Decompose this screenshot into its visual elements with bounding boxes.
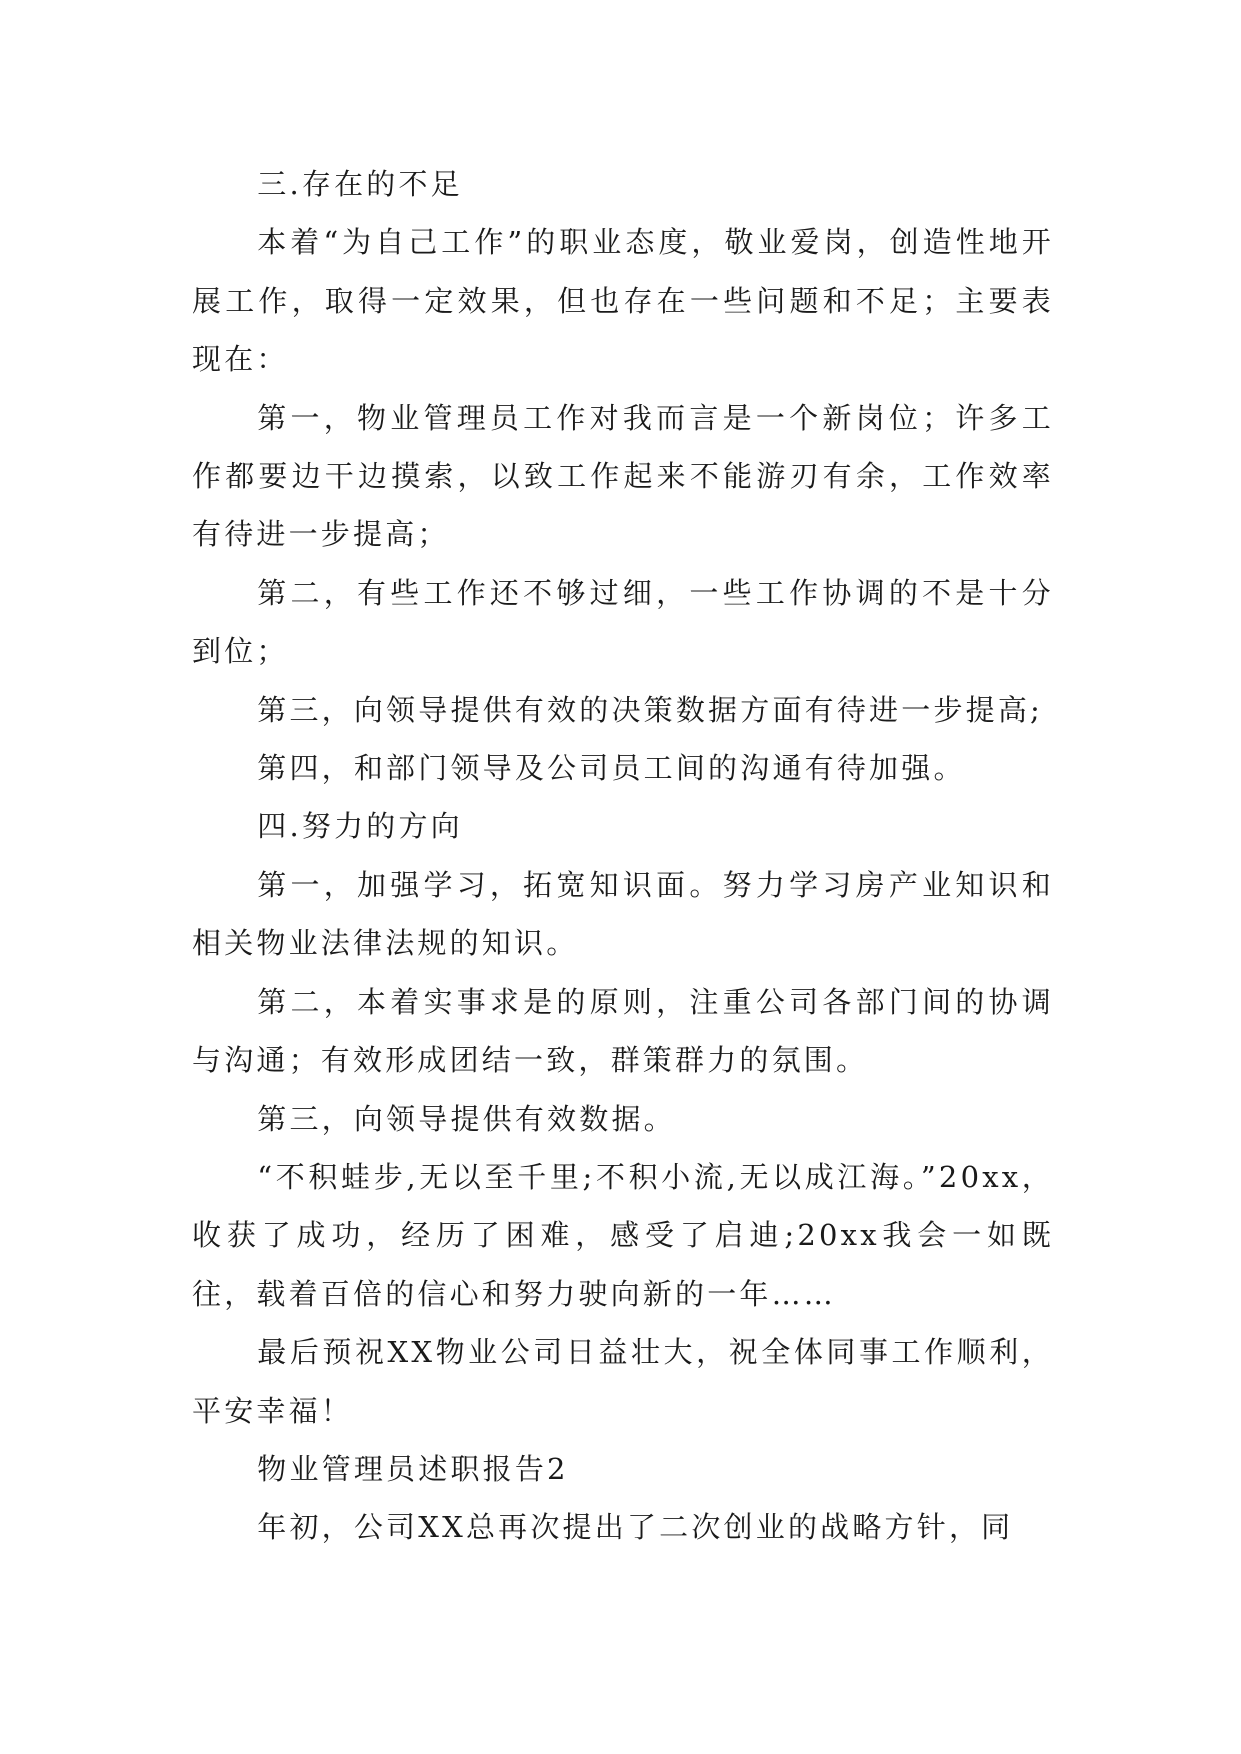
paragraph: 第一，物业管理员工作对我而言是一个新岗位；许多工作都要边干边摸索，以致工作起来不能游刃有余，工作效率有待进一步提高； [192, 400, 1054, 552]
paragraph: “不积蛙步,无以至千里;不积小流,无以成江海。”20xx，收获了成功，经历了困难，感受了启迪;20xx我会一如既往，载着百倍的信心和努力驶向新的一年…… [192, 1159, 1054, 1311]
paragraph: 第四，和部门领导及公司员工间的沟通有待加强。 [257, 751, 966, 786]
section-heading-shortcomings: 三.存在的不足 [257, 167, 463, 201]
paragraph: 第一，加强学习，拓宽知识面。努力学习房产业知识和相关物业法律法规的知识。 [192, 867, 1054, 961]
paragraph: 第三，向领导提供有效的决策数据方面有待进一步提高; [257, 692, 1044, 727]
paragraph: 第二，有些工作还不够过细，一些工作协调的不是十分到位； [192, 575, 1054, 669]
document-body [192, 155, 1054, 1557]
section-heading-direction: 四.努力的方向 [257, 809, 463, 844]
paragraph: 第二，本着实事求是的原则，注重公司各部门间的协调与沟通；有效形成团结一致，群策群力的氛围。 [192, 984, 1054, 1078]
paragraph: 第三，向领导提供有效数据。 [257, 1101, 676, 1136]
paragraph: 本着“为自己工作”的职业态度，敬业爱岗，创造性地开展工作，取得一定效果，但也存在一些问题和不足；主要表现在： [192, 225, 1054, 377]
paragraph: 最后预祝XX物业公司日益壮大，祝全体同事工作顺利，平安幸福！ [192, 1335, 1054, 1428]
report-title: 物业管理员述职报告2 [257, 1451, 569, 1486]
paragraph: 年初，公司XX总再次提出了二次创业的战略方针，同 [257, 1510, 1014, 1545]
